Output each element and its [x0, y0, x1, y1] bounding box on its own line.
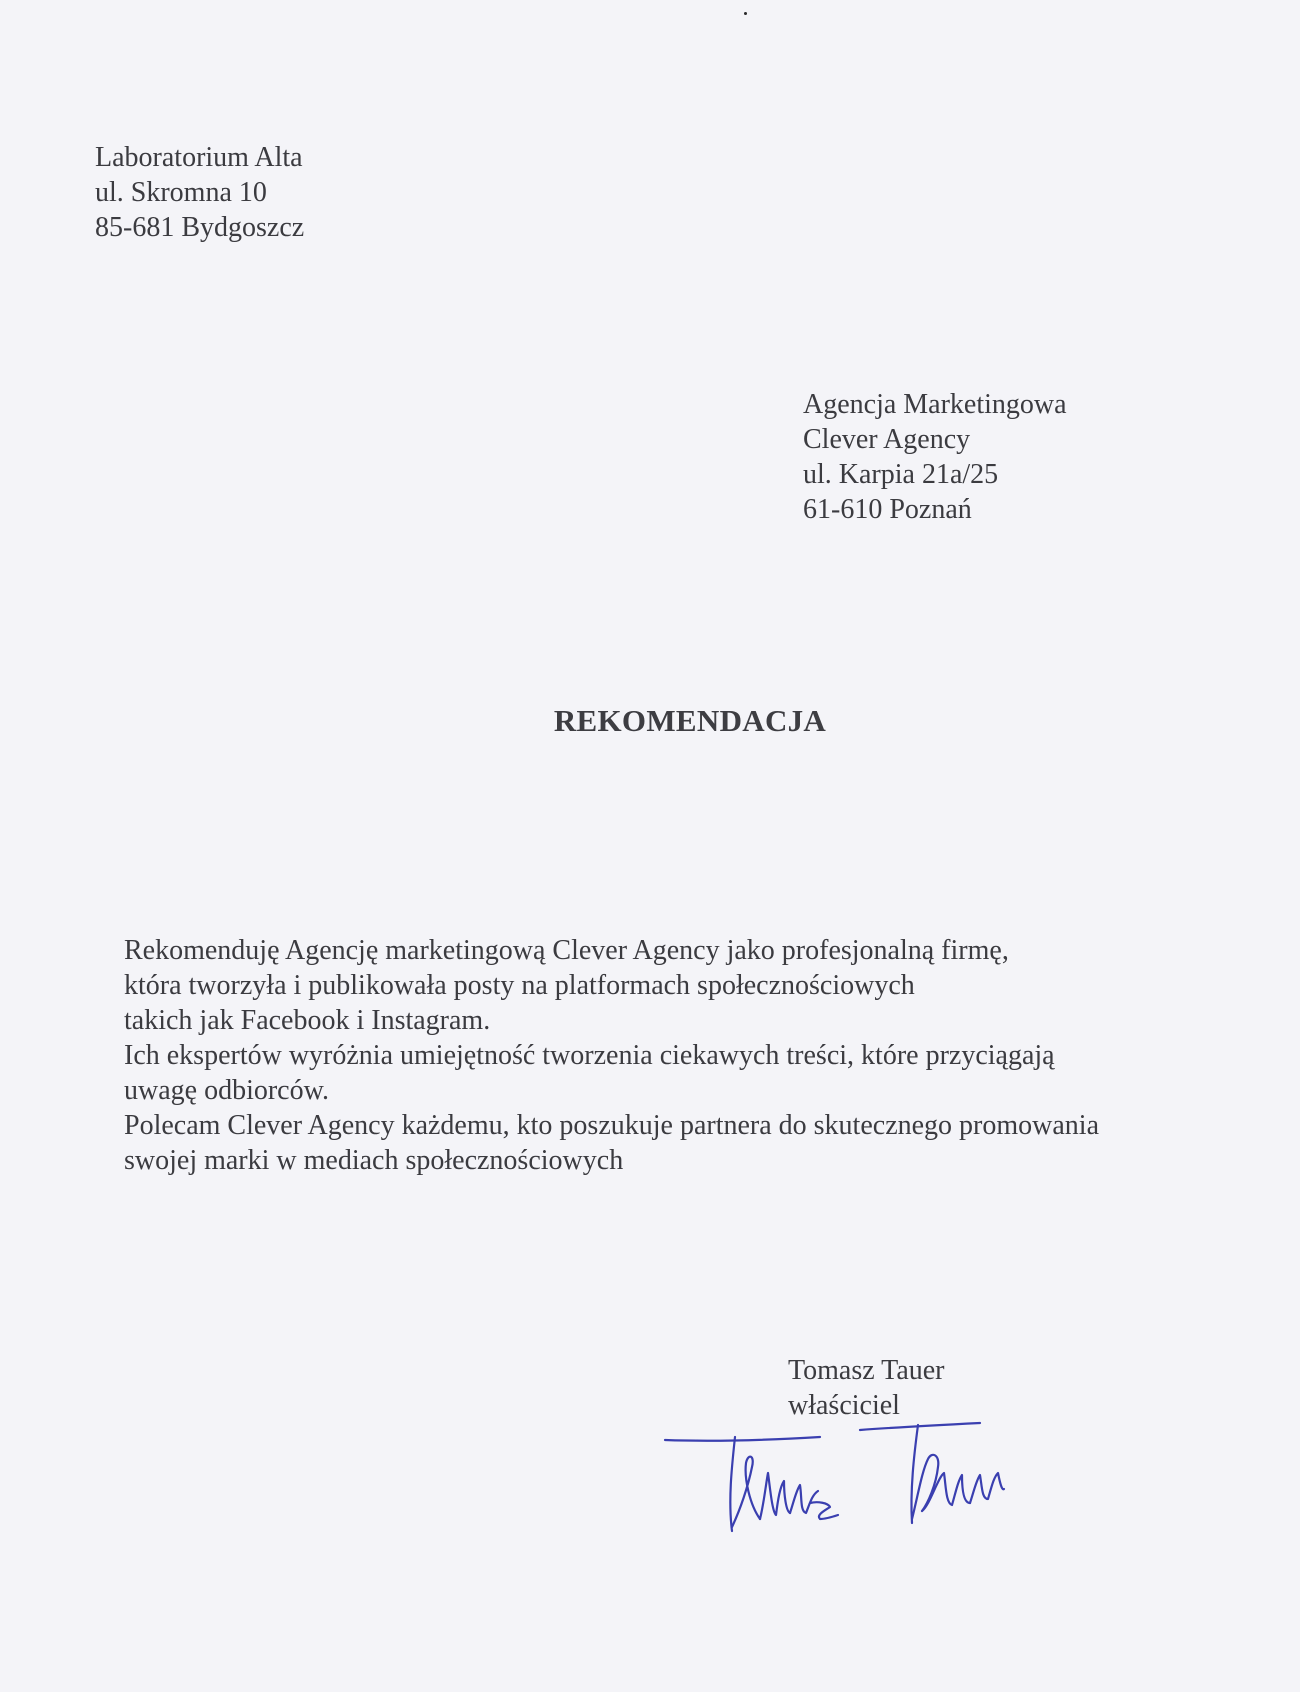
- body-line: Polecam Clever Agency każdemu, kto poszukuje partnera do skutecznego promowania: [124, 1110, 1100, 1141]
- body-line: swojej marki w mediach społecznościowych: [124, 1145, 624, 1176]
- body-line: uwagę odbiorców.: [124, 1075, 330, 1106]
- document-title: REKOMENDACJA: [553, 703, 827, 738]
- signer-block: [788, 1353, 945, 1423]
- body-line: takich jak Facebook i Instagram.: [124, 1005, 491, 1036]
- body-line: Ich ekspertów wyróżnia umiejętność tworzenia ciekawych treści, które przyciągają: [124, 1040, 1055, 1071]
- scan-speck: [744, 12, 747, 15]
- sender-line: Laboratorium Alta: [95, 142, 303, 173]
- body-line: Rekomenduję Agencję marketingową Clever Agency jako profesjonalną firmę,: [124, 935, 1009, 966]
- recipient-line: Clever Agency: [803, 424, 971, 455]
- sender-line: ul. Skromna 10: [95, 177, 267, 208]
- sender-line: 85-681 Bydgoszcz: [95, 212, 305, 243]
- handwritten-signature: [660, 1415, 1060, 1540]
- recipient-line: 61-610 Poznań: [803, 494, 972, 525]
- letter-body: [124, 933, 1099, 1178]
- recipient-line: ul. Karpia 21a/25: [803, 459, 999, 490]
- body-line: która tworzyła i publikowała posty na platformach społecznościowych: [124, 970, 915, 1001]
- sender-address: [95, 140, 304, 245]
- signer-role: właściciel: [788, 1390, 900, 1421]
- signer-name: Tomasz Tauer: [788, 1355, 945, 1386]
- recipient-line: Agencja Marketingowa: [803, 389, 1067, 420]
- recipient-address: [803, 387, 1067, 527]
